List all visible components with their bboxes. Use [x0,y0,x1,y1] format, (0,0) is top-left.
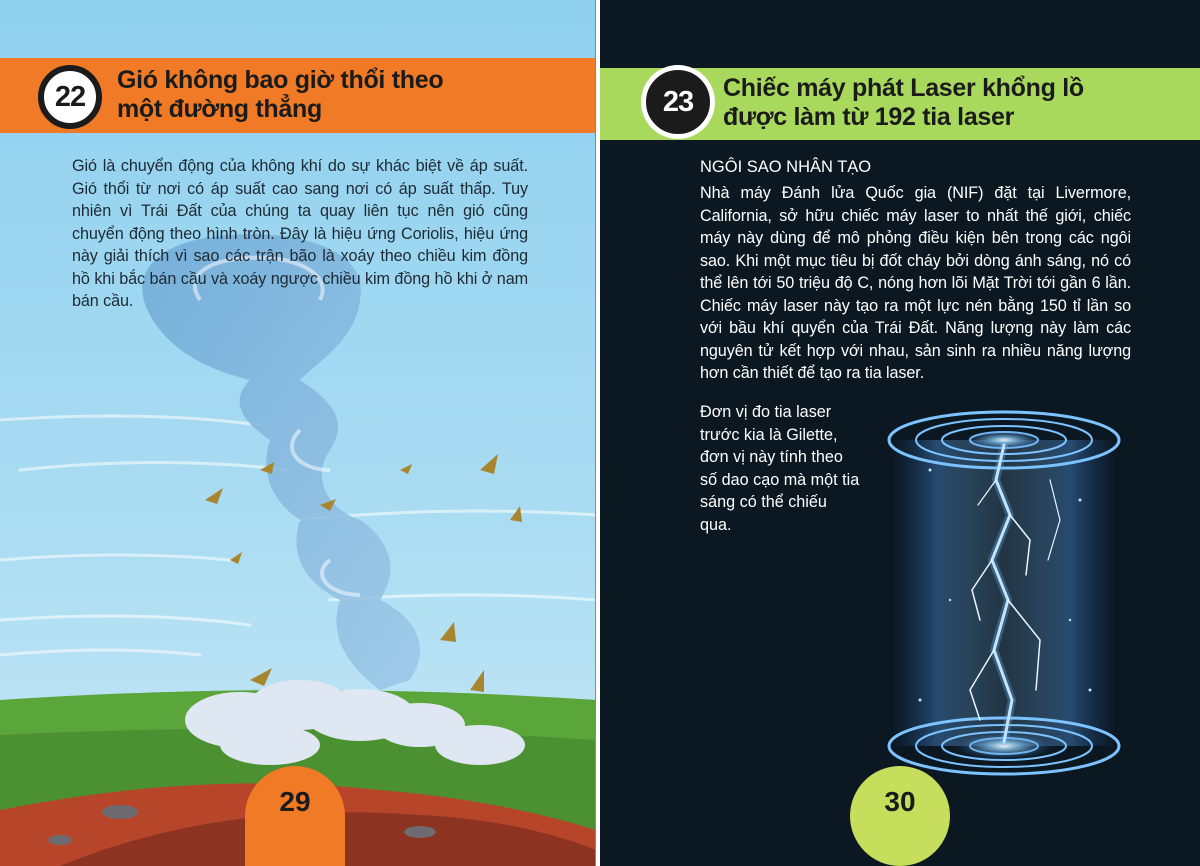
title-line-2: một đường thẳng [117,95,322,123]
page-title [723,74,1193,132]
side-note: Đơn vị đo tia laser trước kia là Gilette, đơn vị này tính theo số dao cạo mà một tia sáng có thể chiếu qua. [700,403,860,534]
body-paragraph: Nhà máy Đánh lửa Quốc gia (NIF) đặt tại Livermore, California, sở hữu chiếc máy laser to nhất thế giới, chiếc máy này dùng để mô phỏng điều kiện bên trong các ngôi sao. Khi một mục tiêu bị đốt cháy bởi dòng ánh sáng, nó có thể lên tới 50 triệu độ C, nóng hơn lõi Mặt Trời tới gần 6 lần. Chiếc máy laser này tạo ra một lực nén bằng 150 tỉ lần so với bầu khí quyển của Trái Đất. Năng lượng này làm các nguyên tử kết hợp với nhau, sản sinh ra nhiều năng lượng hơn cần thiết để tạo ra tia laser. [700,184,1131,382]
title-line-2: được làm từ 192 tia laser [723,103,1015,131]
page-number: 29 [245,766,345,866]
section-subheading: NGÔI SAO NHÂN TẠO [700,158,872,176]
title-line-1: Gió không bao giờ thổi theo [117,66,444,94]
body-paragraph: Gió là chuyển động của không khí do sự khác biệt về áp suất. Gió thổi từ nơi có áp suất cao sang nơi có áp suất thấp. Tuy nhiên vì Trái Đất của chúng ta quay liên tục nên gió cũng chuyển động theo hình tròn. Đây là hiệu ứng Coriolis, hiệu ứng này giải thích vì sao các trận bão là xoáy theo chiều kim đồng hồ khi bắc bán cầu và xoáy ngược chiều kim đồng hồ khi ở nam bán cầu. [72,157,528,310]
page-number: 30 [850,766,950,866]
page-left [0,0,596,866]
page-title [117,66,587,124]
fact-number-badge: 23 [646,70,710,134]
fact-number-badge: 22 [38,65,102,129]
title-line-1: Chiếc máy phát Laser khổng lồ [723,74,1084,102]
